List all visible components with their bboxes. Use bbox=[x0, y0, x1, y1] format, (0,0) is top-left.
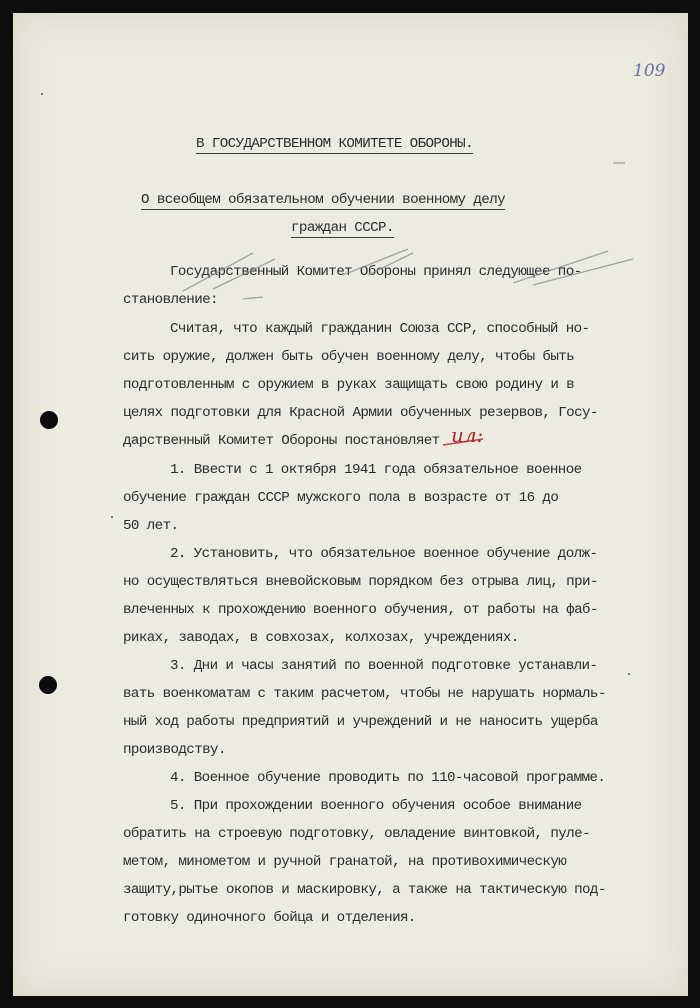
body-line: обучение граждан СССР мужского пола в возрасте от 16 до bbox=[123, 490, 559, 506]
body-line: 5. При прохождении военного обучения особое внимание bbox=[170, 798, 582, 814]
punch-hole-upper bbox=[40, 411, 58, 429]
paper-speck bbox=[41, 93, 43, 95]
document-page bbox=[13, 13, 688, 996]
body-line: защиту,рытье окопов и маскировку, а также на тактическую под- bbox=[123, 882, 606, 898]
document-subheading-line-1: О всеобщем обязательном обучении военному делу bbox=[141, 192, 506, 208]
body-line: ный ход работы предприятий и учреждений и не наносить ущерба bbox=[123, 714, 598, 730]
body-line: готовку одиночного бойца и отделения. bbox=[123, 910, 416, 926]
page-number: 109 bbox=[633, 61, 666, 81]
body-line: Государственный Комитет Обороны принял следующее по- bbox=[170, 264, 582, 280]
body-line: влеченных к прохождению военного обучения, от работы на фаб- bbox=[123, 602, 598, 618]
body-line: обратить на строевую подготовку, овладение винтовкой, пуле- bbox=[123, 826, 590, 842]
body-line: вать военкоматам с таким расчетом, чтобы не нарушать нормаль- bbox=[123, 686, 606, 702]
body-line: 3. Дни и часы занятий по военной подготовке устанавли- bbox=[170, 658, 598, 674]
paper-speck bbox=[111, 516, 113, 518]
body-line: риках, заводах, в совхозах, колхозах, учреждениях. bbox=[123, 630, 519, 646]
body-line: 2. Установить, что обязательное военное обучение долж- bbox=[170, 546, 598, 562]
body-line: метом, минометом и ручной гранатой, на противохимическую bbox=[123, 854, 567, 870]
paper-speck bbox=[628, 673, 630, 675]
body-line: подготовленным с оружием в руках защищать свою родину и в bbox=[123, 377, 575, 393]
body-line: 50 лет. bbox=[123, 518, 179, 534]
body-line: производству. bbox=[123, 742, 226, 758]
body-line: становление: bbox=[123, 292, 218, 308]
body-line: сить оружие, должен быть обучен военному делу, чтобы быть bbox=[123, 349, 575, 365]
body-line: но осуществляться вневойсковым порядком без отрыва лиц, при- bbox=[123, 574, 598, 590]
body-line: Считая, что каждый гражданин Союза ССР, способный но- bbox=[170, 321, 590, 337]
document-heading: В ГОСУДАРСТВЕННОМ КОМИТЕТЕ ОБОРОНЫ. bbox=[196, 136, 473, 152]
handwritten-correction: ил: bbox=[451, 423, 484, 447]
document-subheading-line-2: граждан СССР. bbox=[291, 220, 394, 236]
punch-hole-lower bbox=[39, 676, 57, 694]
body-line: 1. Ввести с 1 октября 1941 года обязательное военное bbox=[170, 462, 582, 478]
body-line: дарственный Комитет Обороны постановляет bbox=[123, 433, 440, 449]
body-line: 4. Военное обучение проводить по 110-часовой программе. bbox=[170, 770, 606, 786]
body-line: целях подготовки для Красной Армии обученных резервов, Госу- bbox=[123, 405, 598, 421]
